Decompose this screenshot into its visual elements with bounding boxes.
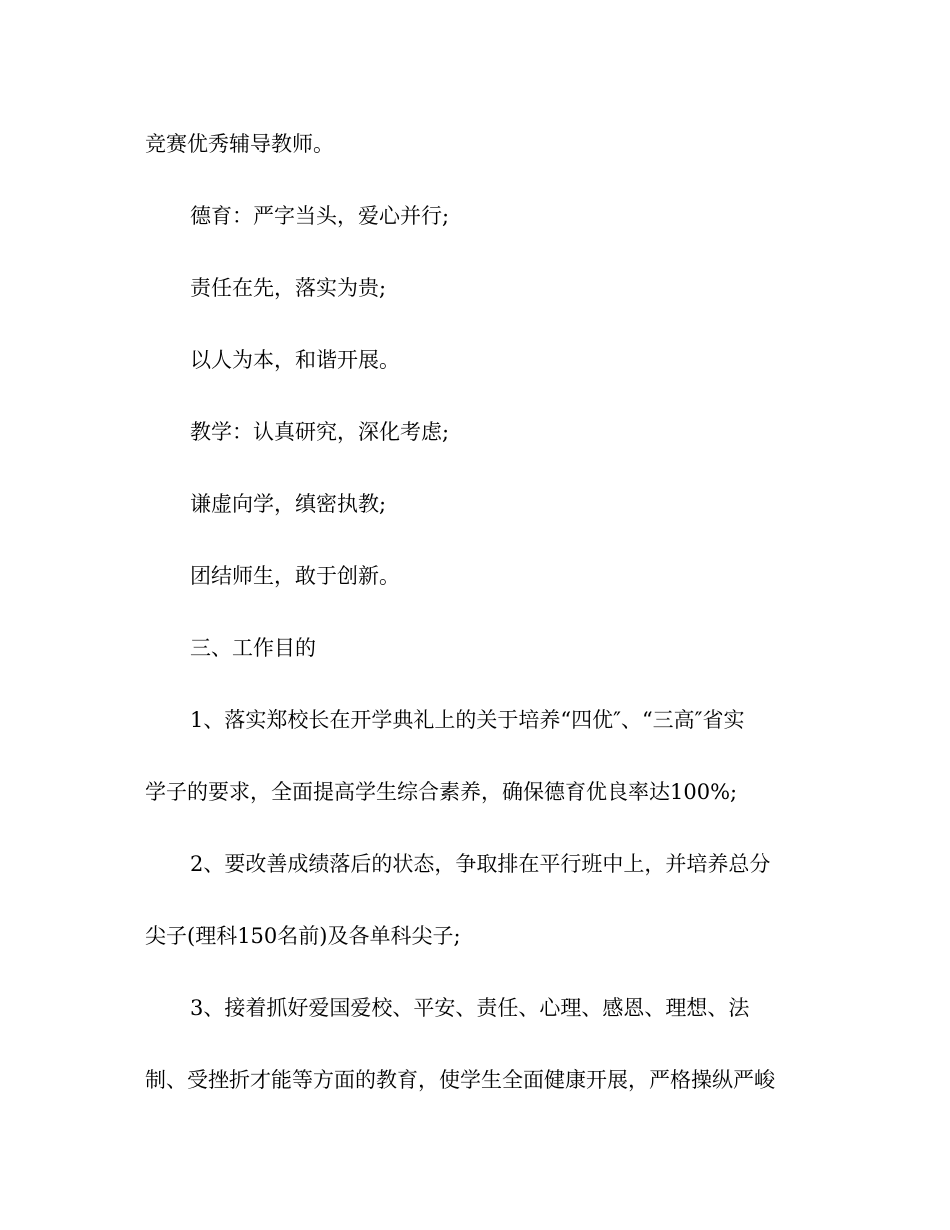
section-heading: 三、工作目的 [190,636,316,660]
goal-3-line-1: 3、接着抓好爱国爱校、平安、责任、心理、感恩、理想、法 [190,996,750,1020]
moral-education-line-2: 责任在先，落实为贵; [190,276,387,300]
goal-3-line-2: 制、受挫折才能等方面的教育，使学生全面健康开展，严格操纵严峻 [145,1068,775,1092]
paragraph-line-continuation: 竞赛优秀辅导教师。 [145,132,334,156]
goal-1-line-1: 1、落实郑校长在开学典礼上的关于培养“四优″、“三高″省实 [190,708,745,732]
moral-education-line-3: 以人为本，和谐开展。 [190,348,400,372]
goal-1-line-2: 学子的要求，全面提高学生综合素养，确保德育优良率达100%; [145,780,738,804]
teaching-line-3: 团结师生，敢于创新。 [190,564,400,588]
goal-2-line-1: 2、要改善成绩落后的状态，争取排在平行班中上，并培养总分 [190,852,771,876]
moral-education-line-1: 德育：严字当头，爱心并行; [190,204,450,228]
goal-2-line-2: 尖子(理科150名前)及各单科尖子; [145,924,461,948]
teaching-line-2: 谦虚向学，缜密执教; [190,492,387,516]
teaching-line-1: 教学：认真研究，深化考虑; [190,420,450,444]
